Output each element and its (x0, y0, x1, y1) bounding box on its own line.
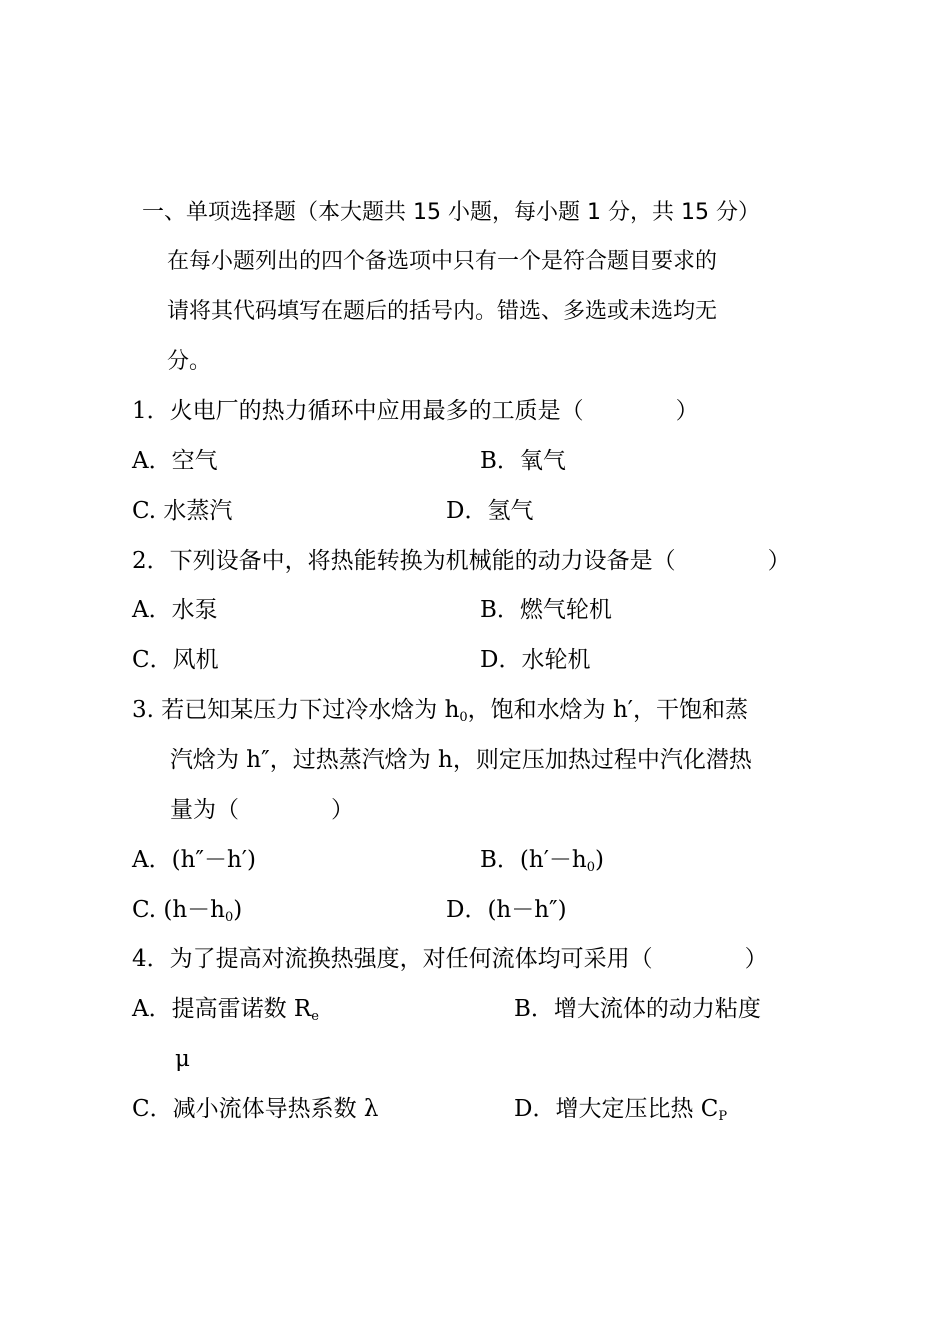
question-1-stem: 1．火电厂的热力循环中应用最多的工质是（ ） (132, 398, 699, 424)
q3-option-c: C. $(h-h_0)$ (132, 897, 243, 925)
question-3-stem-line-2: 汽焓为 h″，过热蒸汽焓为 h，则定压加热过程中汽化潜热 (170, 747, 752, 773)
q2-option-c: C．风机 (132, 647, 219, 673)
q2-option-b: B．燃气轮机 (480, 597, 612, 623)
q2-option-d: D．水轮机 (480, 647, 591, 673)
instruction-line-3: 分。 (167, 349, 212, 374)
instruction-line-2: 请将其代码填写在题后的括号内。错选、多选或未选均无 (167, 299, 718, 324)
q1-option-c: C. 水蒸汽 (132, 498, 233, 524)
question-4-stem: 4．为了提高对流换热强度，对任何流体均可采用（ ） (132, 946, 768, 972)
q4-option-b-continued: μ (175, 1046, 190, 1072)
question-3-stem-line-3: 量为（ ） (170, 797, 354, 823)
q1-option-d: D．氢气 (446, 498, 534, 524)
q3-option-d: D．(h－h″) (446, 897, 567, 923)
section-title: 一、单项选择题（本大题共 15 小题，每小题 1 分，共 15 分） (142, 200, 760, 225)
q3-option-b: B．$(h'-h_0)$ (480, 847, 604, 875)
q4-option-b: B．增大流体的动力粘度 (514, 996, 761, 1022)
q4-option-a: A．提高雷诺数 $R_e$ (132, 996, 319, 1024)
instruction-line-1: 在每小题列出的四个备选项中只有一个是符合题目要求的 (167, 249, 718, 274)
q3-option-a: A．(h″－h′) (132, 847, 256, 873)
q2-option-a: A．水泵 (132, 597, 218, 623)
q1-option-b: B．氧气 (480, 448, 566, 474)
q4-option-d: D．增大定压比热 $C_P$ (514, 1096, 728, 1124)
q4-option-c: C．减小流体导热系数 λ (132, 1096, 379, 1122)
question-3-stem-line-1: 3. 若已知某压力下过冷水焓为 $h_0$，饱和水焓为 h′，干饱和蒸 (132, 697, 749, 725)
q1-option-a: A．空气 (132, 448, 218, 474)
question-2-stem: 2．下列设备中，将热能转换为机械能的动力设备是（ ） (132, 548, 791, 574)
